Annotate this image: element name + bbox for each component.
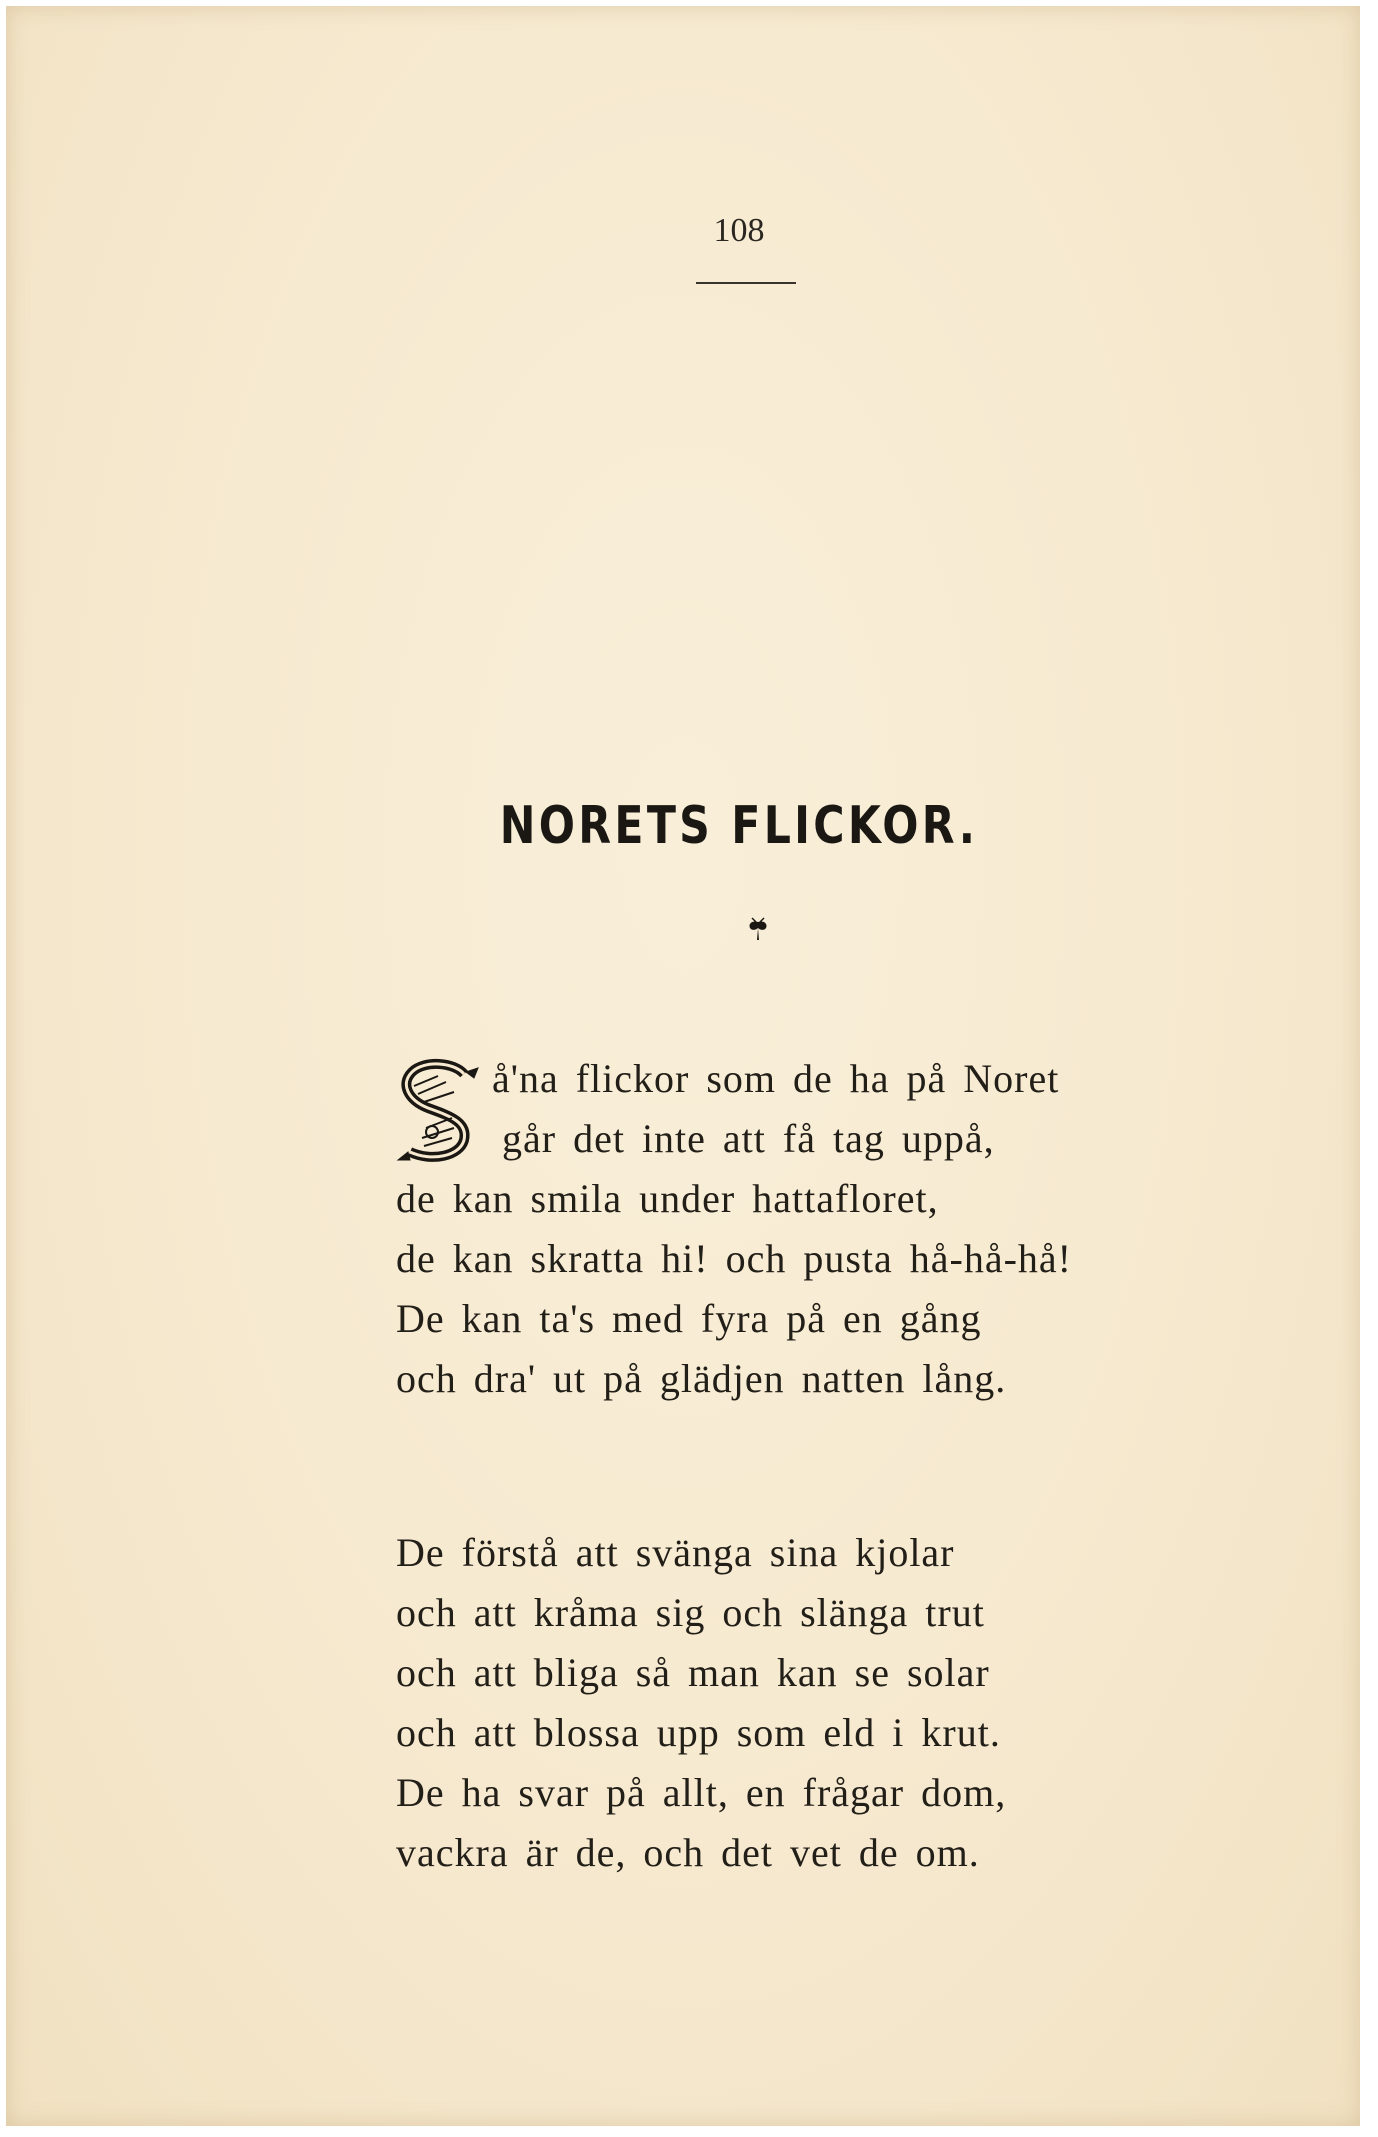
verse-line: och att bliga så man kan se solar <box>396 1650 990 1695</box>
verse-line: och dra' ut på glädjen natten lång. <box>396 1356 1007 1401</box>
page-number: 108 <box>713 212 765 249</box>
verse-line: de kan smila under hattafloret, <box>396 1176 939 1221</box>
stanza-2 <box>396 1523 1006 1883</box>
header-rule <box>696 282 796 284</box>
verse-line: och att blossa upp som eld i krut. <box>396 1710 1001 1755</box>
verse-line: De ha svar på allt, en frågar dom, <box>396 1770 1007 1815</box>
verse-line: går det inte att få tag uppå, <box>502 1116 995 1161</box>
stanza-1 <box>396 1049 1072 1409</box>
verse-line: De förstå att svänga sina kjolar <box>396 1530 955 1575</box>
verse-line: de kan skratta hi! och pusta hå-hå-hå! <box>396 1236 1072 1281</box>
book-page <box>6 6 1360 2126</box>
verse-line: å'na flickor som de ha på Noret <box>492 1056 1060 1101</box>
poem-title: NORETS FLICKOR. <box>499 796 979 856</box>
verse-line: vackra är de, och det vet de om. <box>396 1830 980 1875</box>
fleuron-icon <box>746 916 770 942</box>
verse-line: De kan ta's med fyra på en gång <box>396 1296 982 1341</box>
verse-line: och att kråma sig och slänga trut <box>396 1590 985 1635</box>
